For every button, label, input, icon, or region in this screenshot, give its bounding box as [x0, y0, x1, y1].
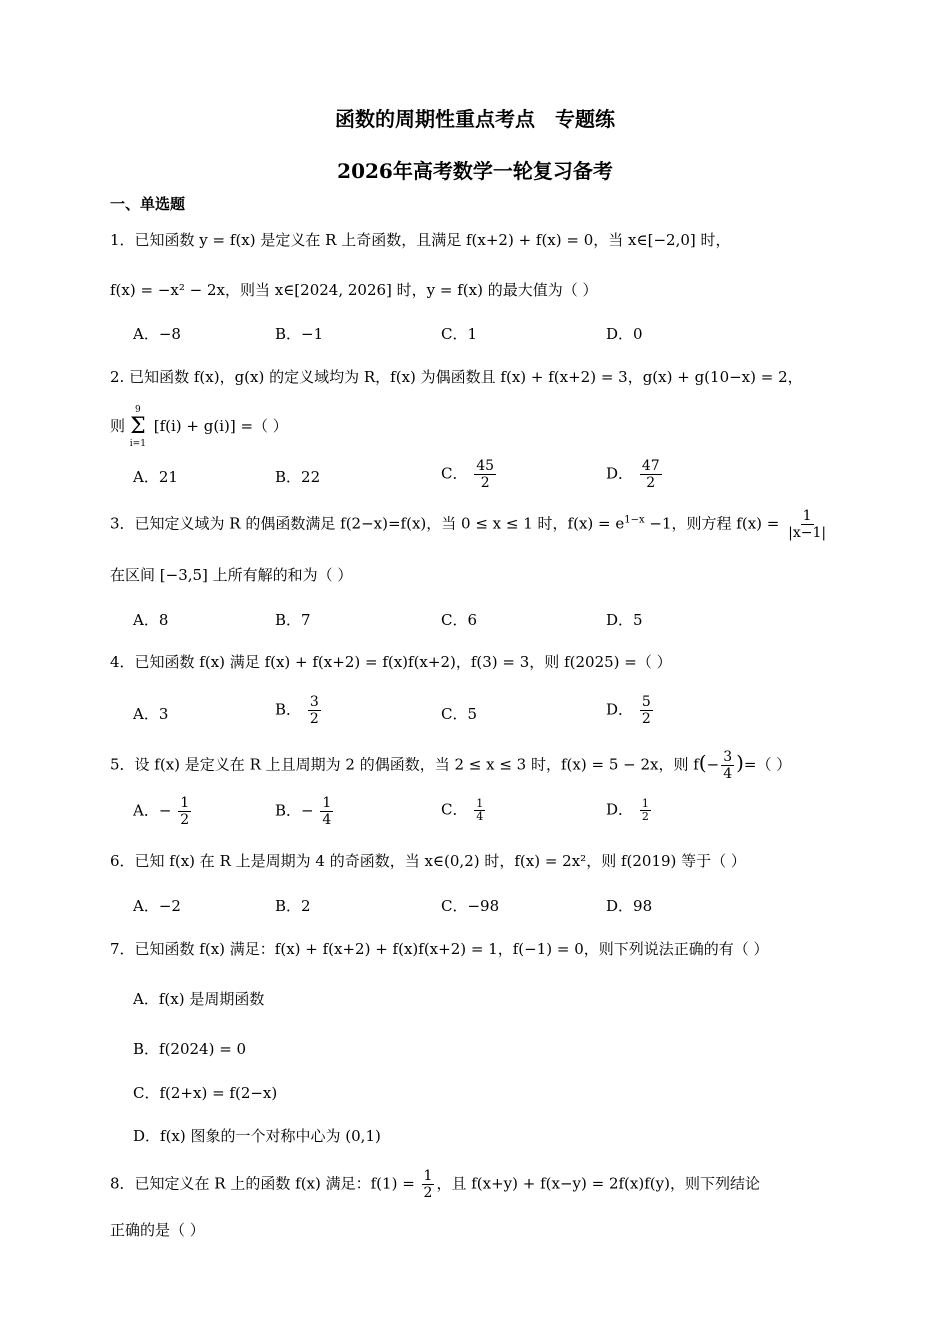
q6-option-c: C．−98 — [441, 897, 500, 915]
q2-prefix: 则 — [110, 417, 126, 435]
q5-option-c — [441, 798, 487, 823]
numerator: 1 — [802, 508, 812, 524]
q5-option-a-label: A．− — [133, 801, 172, 820]
fraction — [474, 798, 485, 823]
q6-option-d: D．98 — [606, 897, 653, 915]
question-8-line-2: 正确的是（ ） — [110, 1221, 205, 1239]
q7-option-c: C．f(2+x) = f(2−x) — [133, 1084, 278, 1102]
q5-text-b: =（ ） — [743, 755, 792, 774]
question-2-line-1: 2. 已知函数 f(x)，g(x) 的定义域均为 R，f(x) 为偶函数且 f(x) + f(x+2) = 3，g(x) + g(10−x) = 2， — [110, 368, 803, 386]
fraction — [308, 694, 321, 727]
denominator: 2 — [480, 475, 490, 491]
denominator: 2 — [646, 475, 656, 491]
numerator: 3 — [723, 749, 733, 765]
denominator: 4 — [476, 810, 484, 823]
q4-option-c: C．5 — [441, 705, 478, 723]
q1-option-c: C．1 — [441, 325, 478, 343]
q5-option-a — [133, 795, 193, 828]
q3-text-a: 3．已知定义域为 R 的偶函数满足 f(2−x)=f(x)，当 0 ≤ x ≤ 1 时，f(x) = e — [110, 514, 625, 533]
question-4-line-1: 4．已知函数 f(x) 满足 f(x) + f(x+2) = f(x)f(x+2)，f(3) = 3，则 f(2025) =（ ） — [110, 653, 672, 671]
fraction — [178, 795, 191, 828]
fraction — [422, 1168, 435, 1201]
q1-option-b: B．−1 — [275, 325, 324, 343]
question-3-line-1 — [110, 508, 830, 541]
exponent: 1−x — [624, 514, 645, 526]
q7-option-b: B．f(2024) = 0 — [133, 1040, 247, 1058]
question-2-line-2 — [110, 404, 288, 450]
q6-option-b: B．2 — [275, 897, 311, 915]
q4-option-b-label: B． — [275, 700, 302, 719]
q2-option-c — [441, 458, 498, 491]
numerator: 1 — [641, 797, 649, 810]
q5-option-c-label: C． — [441, 800, 468, 819]
denominator: |x−1| — [788, 525, 827, 541]
numerator: 3 — [309, 694, 319, 710]
denominator: 4 — [322, 812, 332, 828]
q2-option-d-label: D． — [606, 464, 634, 483]
fraction — [721, 749, 734, 782]
fraction — [320, 795, 333, 828]
q4-option-b — [275, 694, 323, 727]
denominator: 2 — [309, 711, 319, 727]
section-heading: 一、单选题 — [110, 195, 186, 213]
q3-option-a: A．8 — [133, 611, 169, 629]
numerator: 5 — [641, 694, 651, 710]
numerator: 1 — [423, 1168, 433, 1184]
q3-option-b: B．7 — [275, 611, 311, 629]
summation-symbol: 9 Σ i=1 — [129, 405, 146, 449]
denominator: 4 — [723, 766, 733, 782]
fraction — [640, 458, 662, 491]
q3-text-b: −1，则方程 f(x) = — [644, 514, 780, 533]
q5-text-a: 5．设 f(x) 是定义在 R 上且周期为 2 的偶函数，当 2 ≤ x ≤ 3 时，f(x) = 5 − 2x，则 f — [110, 755, 699, 774]
denominator: 2 — [641, 711, 651, 727]
fraction — [640, 798, 651, 823]
denominator: 2 — [641, 810, 649, 823]
question-3-line-2: 在区间 [−3,5] 上所有解的和为（ ） — [110, 566, 353, 584]
denominator: 2 — [423, 1185, 433, 1201]
question-6-line-1: 6．已知 f(x) 在 R 上是周期为 4 的奇函数，当 x∈(0,2) 时，f(x) = 2x²，则 f(2019) 等于（ ） — [110, 852, 746, 870]
q4-option-d-label: D． — [606, 700, 634, 719]
q1-option-d: D．0 — [606, 325, 643, 343]
sum-upper-limit: 9 — [135, 405, 141, 415]
q1-option-a: A．−8 — [133, 325, 181, 343]
fraction — [640, 694, 653, 727]
numerator: 1 — [180, 795, 190, 811]
question-7-line-1: 7．已知函数 f(x) 满足：f(x) + f(x+2) + f(x)f(x+2) = 1，f(−1) = 0，则下列说法正确的有（ ） — [110, 940, 769, 958]
q5-option-b-label: B．− — [275, 801, 314, 820]
q2-option-d — [606, 458, 664, 491]
q6-option-a: A．−2 — [133, 897, 181, 915]
q2-option-a: A．21 — [133, 468, 178, 486]
question-8-line-1 — [110, 1168, 760, 1201]
title-main: 函数的周期性重点考点 专题练 — [335, 107, 615, 131]
title-sub: 2026年高考数学一轮复习备考 — [337, 159, 613, 183]
q3-option-c: C．6 — [441, 611, 478, 629]
q8-text-a: 8．已知定义在 R 上的函数 f(x) 满足：f(1) = — [110, 1174, 415, 1193]
q4-option-a: A．3 — [133, 705, 169, 723]
q2-sum-expression: [f(i) + g(i)] =（ ） — [153, 417, 288, 435]
q5-option-d-label: D． — [606, 800, 634, 819]
q7-option-d: D．f(x) 图象的一个对称中心为 (0,1) — [133, 1127, 381, 1145]
q7-option-a: A．f(x) 是周期函数 — [133, 990, 265, 1008]
question-5-line-1: 5．设 f(x) 是定义在 R 上且周期为 2 的偶函数，当 2 ≤ x ≤ 3 时，f(x) = 5 − 2x，则 f(− $\frac{3}{4}$ )=（ ） — [110, 749, 792, 782]
denominator: 2 — [180, 812, 190, 828]
q5-option-b — [275, 795, 335, 828]
q2-option-c-label: C． — [441, 464, 468, 483]
sum-lower-limit: i=1 — [129, 439, 146, 449]
question-1-line-1: 1．已知函数 y = f(x) 是定义在 R 上奇函数，且满足 f(x+2) + f(x) = 0，当 x∈[−2,0] 时， — [110, 231, 731, 249]
q4-option-d — [606, 694, 655, 727]
q8-text-b: ，且 f(x+y) + f(x−y) = 2f(x)f(y)，则下列结论 — [436, 1174, 760, 1193]
q5-option-d — [606, 798, 653, 823]
fraction — [474, 458, 496, 491]
q3-option-d: D．5 — [606, 611, 643, 629]
numerator: 1 — [322, 795, 332, 811]
fraction — [786, 508, 828, 541]
question-1-line-2: f(x) = −x² − 2x，则当 x∈[2024, 2026] 时，y = f(x) 的最大值为（ ） — [110, 281, 598, 299]
numerator: 1 — [476, 797, 484, 810]
numerator: 45 — [476, 458, 495, 474]
q2-option-b: B．22 — [275, 468, 321, 486]
numerator: 47 — [641, 458, 660, 474]
